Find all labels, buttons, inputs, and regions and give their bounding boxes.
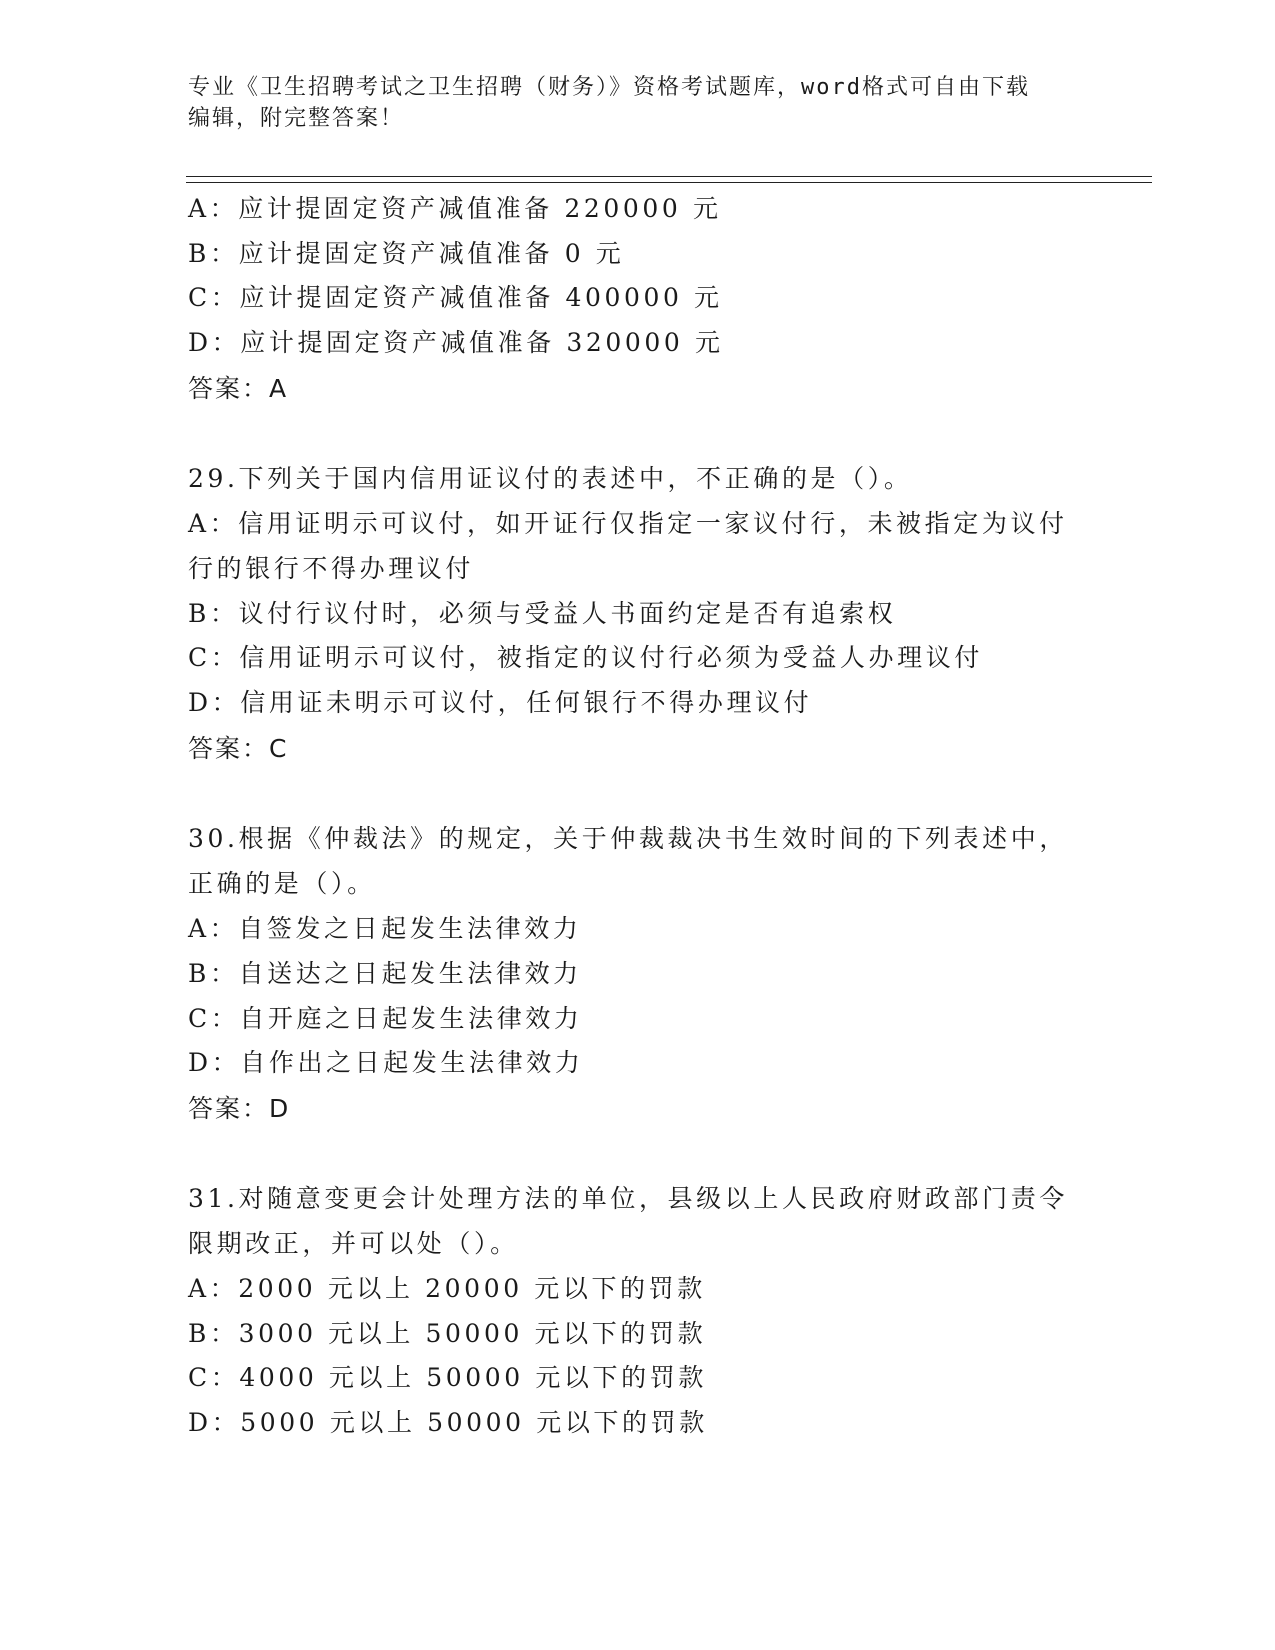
q28-answer: 答案：A [188, 374, 289, 403]
q29-option-b: B：议付行议付时，必须与受益人书面约定是否有追索权 [188, 599, 897, 628]
q29-stem: 29.下列关于国内信用证议付的表述中，不正确的是（）。 [188, 464, 913, 493]
q30-stem-line-2: 正确的是（）。 [188, 869, 376, 898]
q31-stem-line-1: 31.对随意变更会计处理方法的单位，县级以上人民政府财政部门责令 [188, 1184, 1068, 1213]
q31-option-b: B：3000 元以上 50000 元以下的罚款 [188, 1319, 707, 1348]
q29-option-a-line-1: A：信用证明示可议付，如开证行仅指定一家议付行，未被指定为议付 [188, 509, 1068, 538]
header-divider-bottom [186, 182, 1152, 183]
q31-option-a: A：2000 元以上 20000 元以下的罚款 [188, 1274, 706, 1303]
header-line-1: 专业《卫生招聘考试之卫生招聘（财务）》资格考试题库，word格式可自由下载 [188, 75, 1030, 100]
q29-option-a-line-2: 行的银行不得办理议付 [188, 554, 475, 583]
q30-option-a: A：自签发之日起发生法律效力 [188, 914, 582, 943]
header-line-2: 编辑，附完整答案！ [188, 106, 405, 131]
q29-option-c: C：信用证明示可议付，被指定的议付行必须为受益人办理议付 [188, 643, 983, 672]
document-header [188, 72, 1068, 134]
q28-option-b: B：应计提固定资产减值准备 0 元 [188, 239, 625, 268]
header-divider-top [186, 176, 1152, 177]
q30-option-c: C：自开庭之日起发生法律效力 [188, 1004, 583, 1033]
q31-option-c: C：4000 元以上 50000 元以下的罚款 [188, 1363, 707, 1392]
q30-stem-line-1: 30.根据《仲裁法》的规定，关于仲裁裁决书生效时间的下列表述中， [188, 824, 1068, 853]
q28-option-c: C：应计提固定资产减值准备 400000 元 [188, 283, 723, 312]
q30-option-b: B：自送达之日起发生法律效力 [188, 959, 582, 988]
q28-option-a: A：应计提固定资产减值准备 220000 元 [188, 194, 722, 223]
q28-option-d: D：应计提固定资产减值准备 320000 元 [188, 328, 724, 357]
q31-option-d: D：5000 元以上 50000 元以下的罚款 [188, 1408, 708, 1437]
q31-stem-line-2: 限期改正，并可以处（）。 [188, 1229, 519, 1258]
q30-answer: 答案：D [188, 1094, 291, 1123]
q29-answer: 答案：C [188, 734, 289, 763]
q30-option-d: D：自作出之日起发生法律效力 [188, 1048, 584, 1077]
q29-option-d: D：信用证未明示可议付，任何银行不得办理议付 [188, 688, 813, 717]
